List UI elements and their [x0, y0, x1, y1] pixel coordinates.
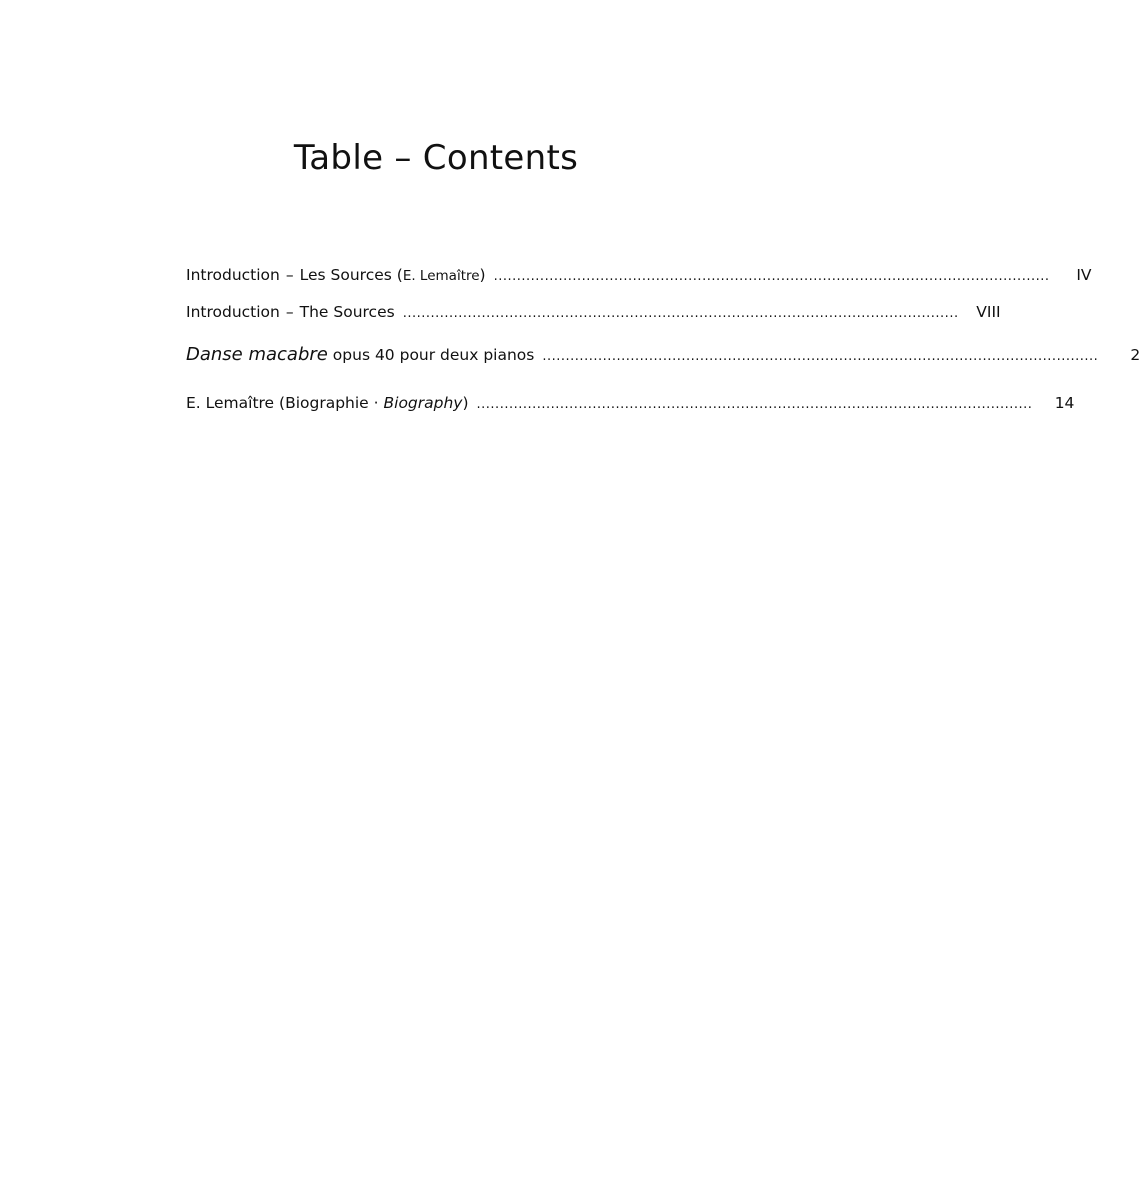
toc-entry-biography — [186, 392, 1075, 416]
toc-entry-label — [186, 264, 486, 287]
toc-entry-label — [186, 344, 534, 366]
toc-entry-work-rest: opus 40 pour deux pianos — [327, 346, 535, 364]
toc-entry-name: E. Lemaître (Biographie · — [186, 394, 384, 412]
toc-entry-danse-macabre — [186, 344, 1140, 368]
toc-page-number: VIII — [976, 303, 1001, 321]
toc-page-number: 2 — [1130, 346, 1140, 364]
toc-entry-label — [186, 301, 395, 323]
dot-leader: ........................................................................................................................ — [476, 397, 1033, 412]
toc-entry-close: ) — [479, 266, 486, 284]
toc-entry-dash: – — [285, 266, 294, 284]
toc-entry-label — [186, 392, 469, 414]
dot-leader: ........................................................................................................................ — [402, 306, 959, 321]
toc-entry-topic: Les Sources ( — [299, 266, 403, 284]
dot-leader: ........................................................................................................................ — [493, 269, 1050, 284]
toc-entry-close: ) — [462, 394, 469, 412]
toc-entry-introduction-les-sources — [186, 264, 1092, 288]
toc-entry-author: E. Lemaître — [402, 268, 480, 284]
toc-entry-dash: – — [285, 303, 294, 321]
toc-entry-bio-en: Biography — [383, 394, 463, 412]
toc-page-number: 14 — [1054, 394, 1075, 412]
toc-entry-intro: Introduction — [186, 266, 280, 284]
toc-entry-introduction-the-sources — [186, 301, 1001, 325]
toc-entry-work-title: Danse macabre — [186, 344, 328, 365]
toc-page-number: IV — [1076, 266, 1092, 284]
dot-leader: ........................................................................................................................ — [542, 349, 1099, 364]
page-title: Table – Contents — [293, 138, 579, 178]
toc-entry-intro: Introduction — [186, 303, 280, 321]
toc-entry-topic: The Sources — [299, 303, 395, 321]
